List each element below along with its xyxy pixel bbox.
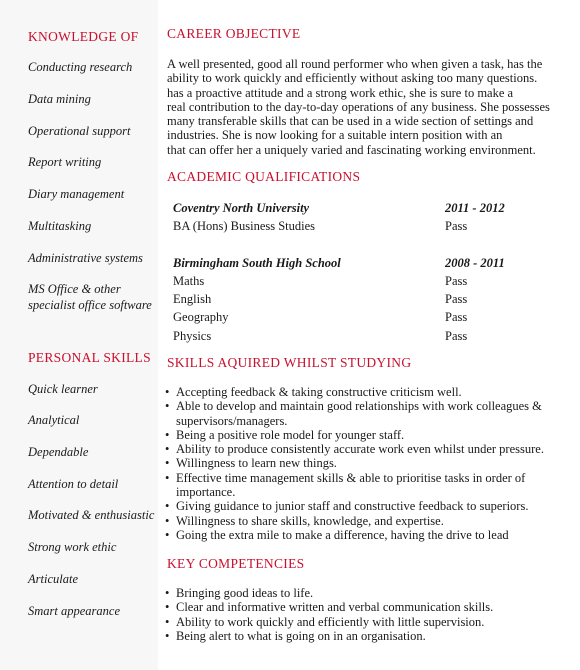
career-line: has a proactive attitude and a strong work ethic, she is sure to make a xyxy=(167,85,514,100)
career-line: industries. She is now looking for a suitable intern position with an xyxy=(167,128,503,143)
skill-line: • Ability to produce consistently accurate work even whilst under pressure. xyxy=(176,442,544,457)
career-line: that can offer her a uniquely varied and fascinating working environment. xyxy=(167,142,536,157)
school-name: Birmingham South High School xyxy=(173,256,341,270)
knowledge-item: Conducting research xyxy=(28,60,133,74)
skill-line: importance. xyxy=(176,485,236,500)
competencies-list xyxy=(165,586,566,643)
list-item xyxy=(165,615,566,629)
knowledge-item: Diary management xyxy=(28,187,125,201)
career-line: many transferable skills that can be used in a wide section of settings and xyxy=(167,114,534,129)
personal-skill-item: Dependable xyxy=(28,445,89,459)
list-item xyxy=(165,399,566,428)
career-line: ability to work quickly and efficiently without asking too many questions. xyxy=(167,71,538,86)
list-item xyxy=(165,586,566,600)
personal-skill-item: Quick learner xyxy=(28,382,98,396)
academic-heading: ACADEMIC QUALIFICATIONS xyxy=(167,169,361,184)
skill-line: • Effective time management skills & able to prioritise tasks in order of xyxy=(176,470,526,485)
list-item xyxy=(165,442,566,456)
subject-result: Pass xyxy=(445,292,468,306)
university-years: 2011 - 2012 xyxy=(445,201,505,215)
knowledge-heading: KNOWLEDGE OF xyxy=(28,29,139,44)
list-item xyxy=(165,629,566,643)
personal-skills-heading: PERSONAL SKILLS xyxy=(28,350,151,365)
career-line: A well presented, good all round performer who when given a task, has the xyxy=(167,57,543,71)
career-objective-text xyxy=(167,57,567,157)
list-item xyxy=(165,600,566,614)
list-item xyxy=(165,471,566,500)
skills-list xyxy=(165,385,566,542)
career-objective-heading: CAREER OBJECTIVE xyxy=(167,26,301,41)
subject-name: Maths xyxy=(173,274,205,288)
subject-result: Pass xyxy=(445,274,468,288)
subject-result: Pass xyxy=(445,329,468,343)
personal-skill-item: Smart appearance xyxy=(28,604,120,618)
competencies-heading: KEY COMPETENCIES xyxy=(167,556,305,571)
knowledge-item: MS Office & other xyxy=(28,282,121,296)
list-item xyxy=(165,514,566,528)
competency-line: • Clear and informative written and verbal communication skills. xyxy=(176,600,494,615)
knowledge-item: Report writing xyxy=(28,155,102,169)
personal-skill-item: Attention to detail xyxy=(28,477,119,491)
list-item xyxy=(165,385,566,399)
skills-heading: SKILLS AQUIRED WHILST STUDYING xyxy=(167,355,412,370)
skill-line: • Able to develop and maintain good relationships with work colleagues & xyxy=(176,399,542,414)
university-name: Coventry North University xyxy=(173,201,310,215)
competency-line: • Bringing good ideas to life. xyxy=(176,586,314,600)
university-result: Pass xyxy=(445,219,468,233)
list-item xyxy=(165,528,566,542)
skill-line: • Going the extra mile to make a difference, having the drive to lead xyxy=(176,527,509,542)
subject-name: Physics xyxy=(173,329,212,343)
university-course: BA (Hons) Business Studies xyxy=(173,219,316,233)
knowledge-item: Data mining xyxy=(28,92,91,106)
subject-name: Geography xyxy=(173,310,229,324)
skill-line: • Being a positive role model for younger staff. xyxy=(176,427,405,442)
knowledge-item: Administrative systems xyxy=(28,251,143,265)
personal-skill-item: Analytical xyxy=(28,413,80,427)
competency-line: • Ability to work quickly and efficiently with little supervision. xyxy=(176,614,485,629)
subject-result: Pass xyxy=(445,310,468,324)
career-line: real contribution to the day-to-day operations of any business. She possesses xyxy=(167,99,550,114)
skill-line: • Giving guidance to junior staff and constructive feedback to superiors. xyxy=(176,499,529,514)
skill-line: supervisors/managers. xyxy=(176,413,288,428)
knowledge-item: Multitasking xyxy=(28,219,92,233)
knowledge-item: Operational support xyxy=(28,124,131,138)
skill-line: • Willingness to share skills, knowledge, and expertise. xyxy=(176,513,444,528)
competency-line: • Being alert to what is going on in an organisation. xyxy=(176,628,426,643)
list-item xyxy=(165,499,566,513)
list-item xyxy=(165,428,566,442)
skill-line: • Accepting feedback & taking constructive criticism well. xyxy=(176,385,462,399)
personal-skill-item: Strong work ethic xyxy=(28,540,117,554)
knowledge-item: specialist office software xyxy=(28,298,152,312)
list-item xyxy=(165,456,566,470)
personal-skill-item: Motivated & enthusiastic xyxy=(28,508,155,522)
personal-skill-item: Articulate xyxy=(28,572,78,586)
school-years: 2008 - 2011 xyxy=(445,256,505,270)
skill-line: • Willingness to learn new things. xyxy=(176,456,337,471)
subject-name: English xyxy=(173,292,212,306)
